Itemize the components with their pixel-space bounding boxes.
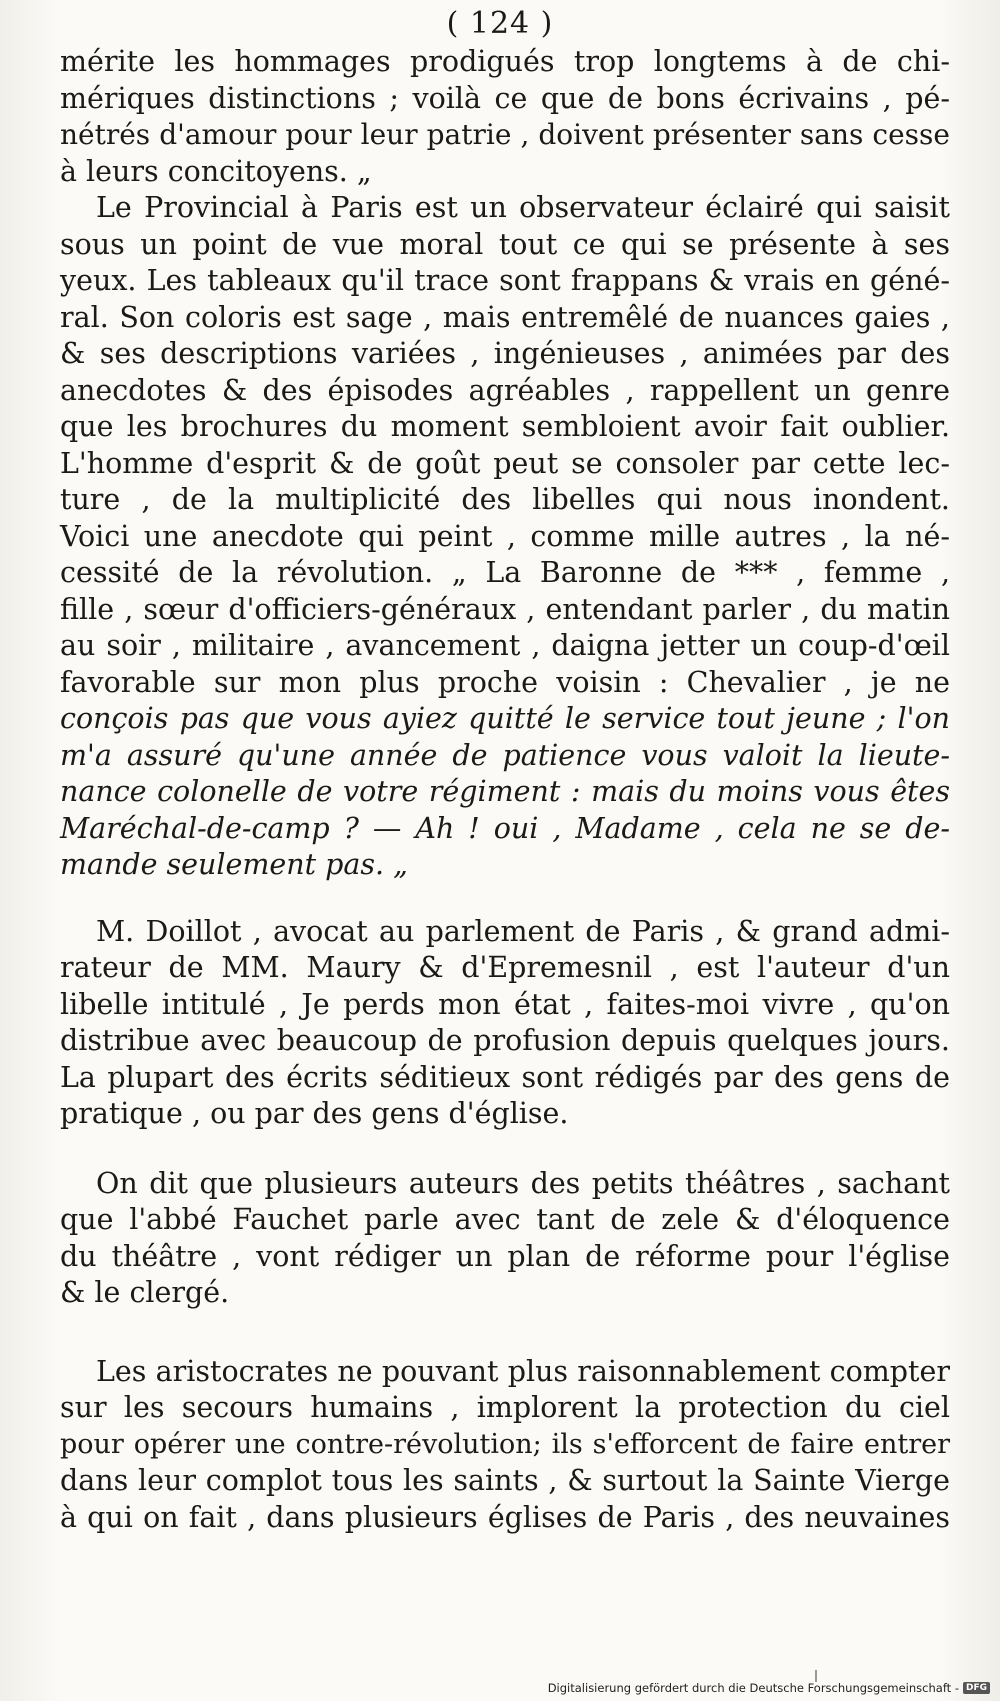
text-line: mande seulement pas. „: [60, 848, 408, 881]
text-line: que l'abbé Fauchet parle avec tant de zele & d'éloquence: [60, 1203, 950, 1236]
text-line: nétrés d'amour pour leur patrie , doivent présenter sans cesse: [60, 118, 950, 151]
text-line: à leurs concitoyens. „: [60, 154, 372, 188]
text-line: & le clergé.: [60, 1276, 230, 1309]
text-line: que les brochures du moment sembloient avoir fait oublier.: [60, 410, 950, 443]
dfg-logo-icon: DFG: [963, 1682, 990, 1694]
text-line: cessité de la révolution. „ La Baronne de *** , femme ,: [60, 556, 950, 589]
paragraph-5: [60, 1354, 950, 1537]
text-line: yeux. Les tableaux qu'il trace sont frappans & vrais en géné-: [60, 264, 950, 297]
text-line: Voici une anecdote qui peint , comme mille autres , la né-: [60, 519, 950, 553]
text-line: mérite les hommages prodigués trop longtems à de chi-: [60, 45, 950, 78]
page-number: ( 124 ): [446, 6, 554, 41]
paragraph-1: [60, 44, 950, 190]
text-line: sous un point de vue moral tout ce qui se présente à ses: [60, 227, 950, 261]
text-line: Le Provincial à Paris est un observateur éclairé qui saisit: [96, 191, 950, 224]
text-line: libelle intitulé , Je perds mon état , faites-moi vivre , qu'on: [60, 987, 950, 1021]
text-line: au soir , militaire , avancement , daigna jetter un coup-d'œil: [60, 629, 950, 662]
text-line: à qui on fait , dans plusieurs églises de Paris , des neuvaines: [60, 1500, 950, 1534]
text-line: On dit que plusieurs auteurs des petits théâtres , sachant: [96, 1166, 950, 1200]
text-line: du théâtre , vont rédiger un plan de réforme pour l'église: [60, 1239, 950, 1273]
text-line: sur les secours humains , implorent la protection du ciel: [60, 1391, 950, 1424]
text-line: La plupart des écrits séditieux sont rédigés par des gens de: [60, 1060, 950, 1094]
text-line: distribue avec beaucoup de profusion depuis quelques jours.: [60, 1024, 950, 1057]
text-line: ral. Son coloris est sage , mais entremêlé de nuances gaies ,: [60, 300, 950, 334]
text-line: pour opérer une contre-révolution; ils s'efforcent de faire entrer: [60, 1428, 950, 1460]
paragraph-2: [60, 190, 950, 884]
text-line: & ses descriptions variées , ingénieuses , animées par des: [60, 337, 950, 370]
text-line: M. Doillot , avocat au parlement de Paris , & grand admi-: [96, 914, 950, 948]
body-text: [60, 44, 950, 1536]
text-line: L'homme d'esprit & de goût peut se consoler par cette lec-: [60, 446, 950, 480]
text-line: nance colonelle de votre régiment : mais du moins vous êtes: [60, 775, 950, 808]
text-line: conçois pas que vous ayiez quitté le service tout jeune ; l'on: [60, 702, 950, 735]
text-line: Maréchal-de-camp ? — Ah ! oui , Madame , cela ne se de-: [60, 811, 950, 845]
digitization-footer: [548, 1681, 990, 1695]
text-line: favorable sur mon plus proche voisin : Chevalier , je ne: [60, 665, 950, 699]
paragraph-3: [60, 914, 950, 1133]
footer-text: Digitalisierung gefördert durch die Deutsche Forschungsgemeinschaft -: [547, 1681, 959, 1695]
text-line: anecdotes & des épisodes agréables , rappellent un genre: [60, 373, 950, 407]
text-line: mériques distinctions ; voilà ce que de bons écrivains , pé-: [60, 81, 950, 115]
text-line: ture , de la multiplicité des libelles qui nous inondent.: [60, 483, 950, 516]
text-line: dans leur complot tous les saints , & surtout la Sainte Vierge: [60, 1464, 950, 1497]
text-line: m'a assuré qu'une année de patience vous valoit la lieute-: [60, 738, 950, 772]
text-line: rateur de MM. Maury & d'Epremesnil , est l'auteur d'un: [60, 951, 950, 984]
text-line: Les aristocrates ne pouvant plus raisonnablement compter: [96, 1354, 950, 1388]
text-line: pratique , ou par des gens d'église.: [60, 1097, 569, 1130]
text-line: fille , sœur d'officiers-généraux , entendant parler , du matin: [60, 592, 950, 626]
paragraph-4: [60, 1166, 950, 1312]
